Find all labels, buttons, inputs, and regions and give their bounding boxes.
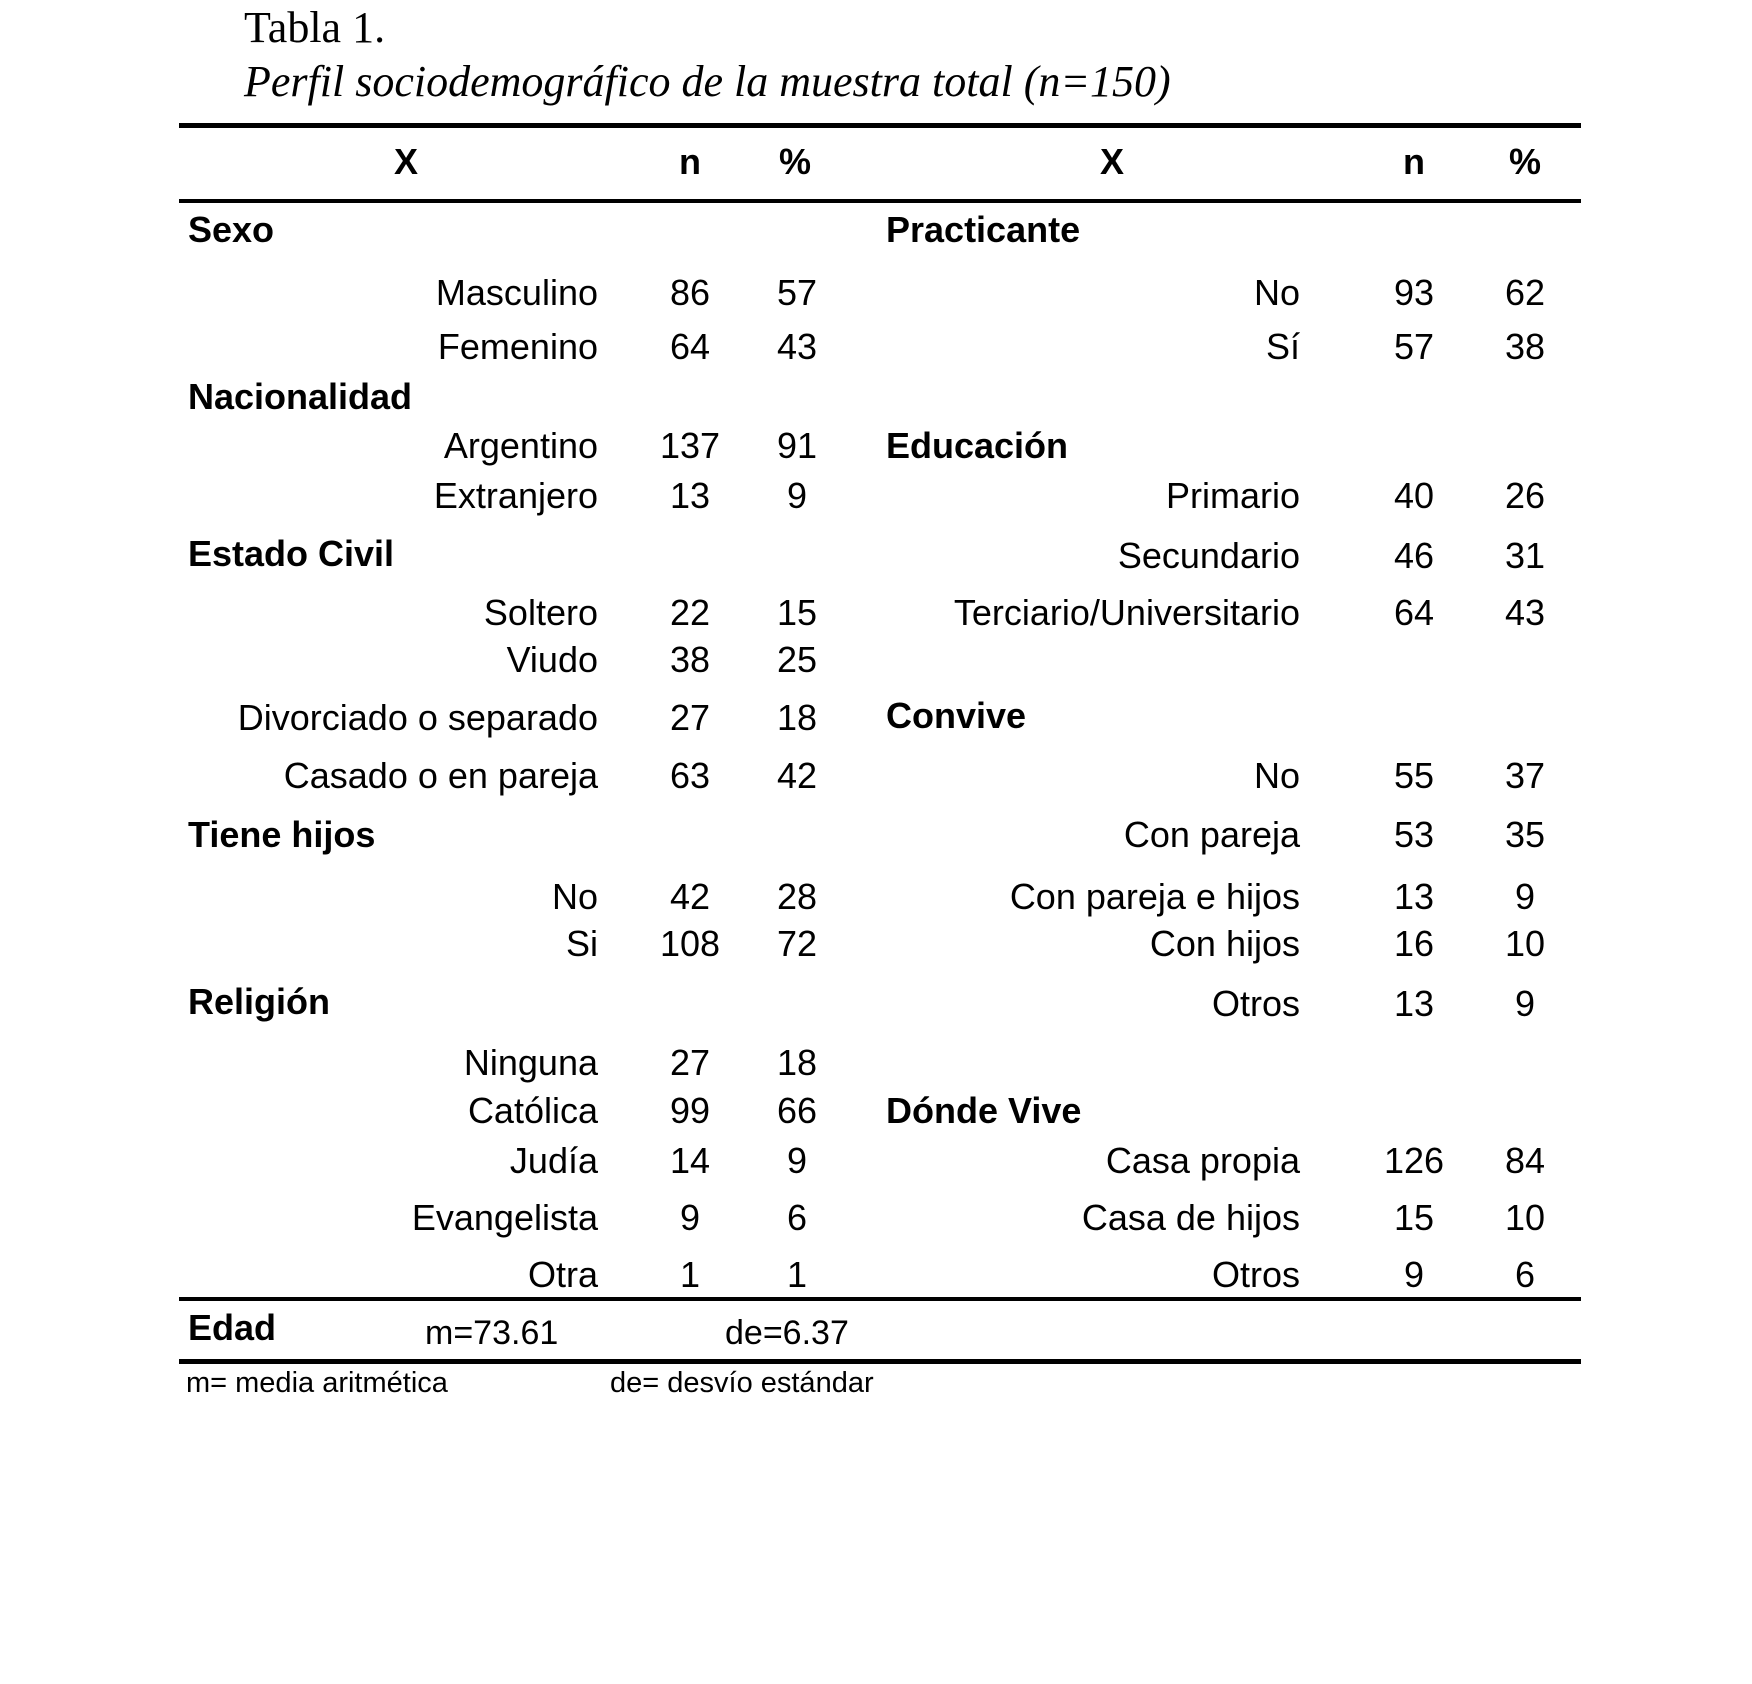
row-pct: 43 [1504,592,1546,633]
section-religion: Religión [188,981,330,1022]
row-pct: 62 [1504,272,1546,313]
row-label: No [551,876,598,917]
row-pct: 38 [1504,326,1546,367]
row-label: Sí [1265,326,1300,367]
row-pct: 9 [786,475,808,516]
row-pct: 6 [1514,1254,1536,1295]
row-label: Evangelista [411,1197,598,1238]
row-label: Primario [1165,475,1300,516]
row-label: Soltero [483,592,598,633]
row-label: Terciario/Universitario [953,592,1300,633]
row-pct: 10 [1504,1197,1546,1238]
row-n: 9 [1403,1254,1425,1295]
row-n: 27 [669,697,711,738]
row-pct: 9 [1514,983,1536,1024]
row-label: Divorciado o separado [237,697,598,738]
row-pct: 18 [776,1042,818,1083]
row-n: 16 [1393,923,1435,964]
header-n-right: n [1403,141,1425,182]
row-pct: 26 [1504,475,1546,516]
row-n: 27 [669,1042,711,1083]
row-label: Viudo [506,639,598,680]
row-label: Con hijos [1149,923,1300,964]
row-n: 14 [669,1140,711,1181]
row-n: 126 [1383,1140,1445,1181]
row-label: Judía [509,1140,598,1181]
row-n: 64 [1393,592,1435,633]
row-pct: 66 [776,1090,818,1131]
row-label: Femenino [437,326,598,367]
section-convive: Convive [886,695,1027,736]
row-n: 86 [669,272,711,313]
row-label: Casa propia [1105,1140,1300,1181]
row-n: 99 [669,1090,711,1131]
row-n: 9 [679,1197,701,1238]
row-label: Otros [1211,1254,1300,1295]
row-n: 22 [669,592,711,633]
row-label: Casado o en pareja [283,755,598,796]
row-pct: 72 [776,923,818,964]
table-bottom-rule [179,1359,1581,1364]
row-label: Masculino [435,272,598,313]
row-pct: 43 [776,326,818,367]
row-label: Católica [467,1090,598,1131]
row-label: Con pareja e hijos [1009,876,1300,917]
section-practicante: Practicante [886,209,1081,250]
row-label: Otra [527,1254,598,1295]
row-n: 13 [669,475,711,516]
row-pct: 9 [786,1140,808,1181]
row-label: Si [565,923,598,964]
header-x-left: X [393,141,418,182]
row-label: No [1253,272,1300,313]
footnote-mean: m= media aritmética [186,1367,448,1399]
row-label: Secundario [1117,535,1300,576]
row-pct: 42 [776,755,818,796]
row-pct: 28 [776,876,818,917]
header-pct-left: % [778,141,811,182]
section-nacionalidad: Nacionalidad [188,376,413,417]
top-rule [179,123,1581,128]
header-pct-right: % [1508,141,1541,182]
row-pct: 37 [1504,755,1546,796]
row-label: Extranjero [433,475,598,516]
section-educacion: Educación [886,425,1069,466]
section-sexo: Sexo [188,209,275,250]
row-label: Ninguna [463,1042,598,1083]
row-label: No [1253,755,1300,796]
row-pct: 9 [1514,876,1536,917]
row-pct: 6 [786,1197,808,1238]
row-label: Casa de hijos [1081,1197,1300,1238]
row-n: 55 [1393,755,1435,796]
row-n: 1 [679,1254,701,1295]
header-x-right: X [1099,141,1124,182]
row-n: 137 [659,425,721,466]
row-pct: 57 [776,272,818,313]
section-tiene-hijos: Tiene hijos [188,814,376,855]
row-label: Otros [1211,983,1300,1024]
row-n: 15 [1393,1197,1435,1238]
section-estado-civil: Estado Civil [188,533,395,574]
edad-sd: de=6.37 [725,1314,849,1352]
row-n: 64 [669,326,711,367]
row-pct: 91 [776,425,818,466]
body-bottom-rule [179,1297,1581,1301]
footnote-sd: de= desvío estándar [610,1367,874,1399]
row-pct: 31 [1504,535,1546,576]
table-title: Perfil sociodemográfico de la muestra total (n=150) [244,57,1171,106]
row-pct: 10 [1504,923,1546,964]
row-n: 40 [1393,475,1435,516]
row-n: 38 [669,639,711,680]
edad-mean: m=73.61 [425,1314,559,1352]
row-label: Con pareja [1123,814,1300,855]
row-pct: 25 [776,639,818,680]
row-n: 93 [1393,272,1435,313]
row-label: Argentino [443,425,598,466]
table-number: Tabla 1. [244,3,386,52]
row-n: 53 [1393,814,1435,855]
edad-label: Edad [188,1307,277,1348]
row-pct: 84 [1504,1140,1546,1181]
row-n: 13 [1393,983,1435,1024]
row-n: 63 [669,755,711,796]
row-pct: 18 [776,697,818,738]
row-n: 13 [1393,876,1435,917]
row-pct: 35 [1504,814,1546,855]
header-rule [179,199,1581,203]
row-n: 42 [669,876,711,917]
header-n-left: n [679,141,701,182]
row-n: 46 [1393,535,1435,576]
row-n: 57 [1393,326,1435,367]
row-pct: 1 [786,1254,808,1295]
section-donde-vive: Dónde Vive [886,1090,1082,1131]
row-pct: 15 [776,592,818,633]
row-n: 108 [659,923,721,964]
